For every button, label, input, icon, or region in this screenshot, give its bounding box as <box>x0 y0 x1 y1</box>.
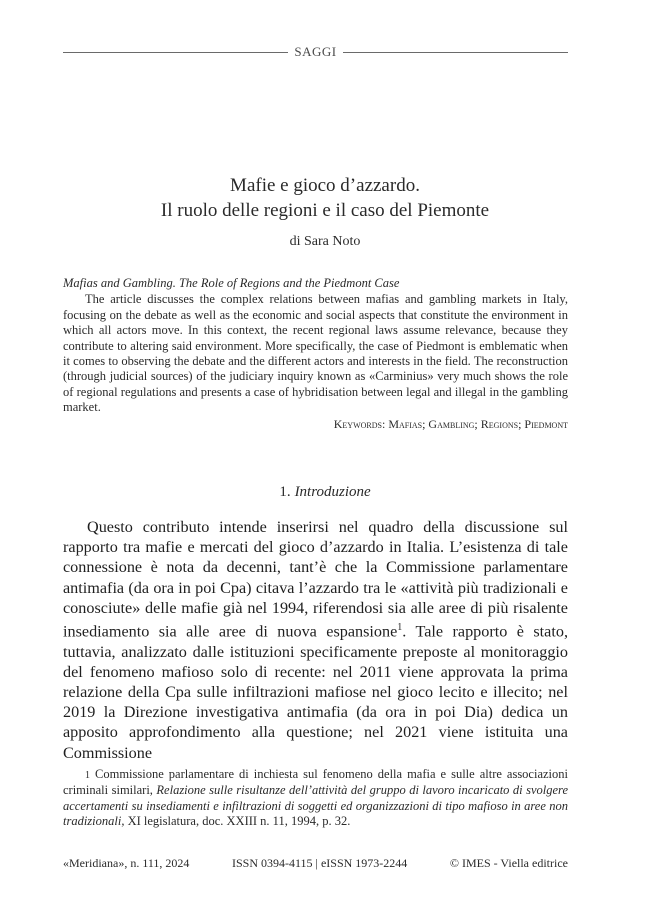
header-rule-right <box>343 52 568 53</box>
footnote <box>63 767 568 830</box>
running-header <box>63 44 568 60</box>
footnote-reference: 1 <box>397 622 403 634</box>
section-heading <box>0 484 650 501</box>
section-label: SAGGI <box>294 44 337 59</box>
section-number: 1. <box>279 484 291 500</box>
keywords-list: Mafias; Gambling; Regions; Piedmont <box>388 416 568 431</box>
abstract-body: The article discusses the complex relations between mafias and gambling markets in Italy, focusing on the debate as well as the economic and social aspects that constitute the environment in which all actors move. In this context, the recent regional laws assume relevance, because they contribute to altering said environment. More specifically, the case of Piedmont is emblematic when it comes to observing the debate and the different actors and interests in the field. The reconstruction (through judicial sources) of the judiciary inquiry known as «Carminius» very much shows the role of regional regulations and presents a case of hybridisation between legal and illegal in the gambling market. <box>63 292 568 415</box>
footnote-text-plain: Commissione parlamentare di inchiesta sul fenomeno della mafia e sulle altre associazioni criminali similari, <box>63 767 568 798</box>
keywords-line <box>63 417 568 432</box>
section-title: Introduzione <box>294 484 371 500</box>
footnote-number: 1 <box>85 770 90 781</box>
article-author: di Sara Noto <box>289 234 361 249</box>
keywords-label: Keywords: <box>333 416 386 431</box>
article-title-line-2: Il ruolo delle regioni e il caso del Piemonte <box>160 200 490 221</box>
footnote-text-end: XI legislatura, doc. XXIII n. 11, 1994, p. 32. <box>127 814 351 829</box>
header-rule-left <box>63 52 288 53</box>
footer-publisher: © IMES - Viella editrice <box>449 856 568 870</box>
body-text-part-1: Questo contributo intende inserirsi nel quadro della discussione sul rapporto tra mafie e mercati del gioco d’azzardo in Italia. L’esistenza di tale connessione è nota da decenni, tant’è che la Commissione parlamentare antimafia (da ora in poi Cpa) citava l’azzardo tra le «attività più tradizionali e conosciute» delle mafie già nel 1994, riferendosi sia alle aree di più risalente insediamento sia alle aree di nuova espansione <box>63 518 568 641</box>
page-footer <box>63 856 568 871</box>
abstract-title: Mafias and Gambling. The Role of Regions and the Piedmont Case <box>63 276 400 290</box>
footer-journal: «Meridiana», n. 111, 2024 <box>63 856 190 870</box>
body-paragraph <box>63 517 568 763</box>
body-text-part-2: . Tale rapporto è stato, tuttavia, analizzato dalle istituzioni specificamente preposte al monitoraggio del fenomeno mafioso solo di recente: nel 2011 viene approvata la prima relazione della Cpa sulle infiltrazioni mafiose nel gioco lecito e illecito; nel 2019 la Direzione investigativa antimafia (da ora in poi Dia) dedica un apposito approfondimento alla questione; nel 2021 viene istituita una Commissione <box>63 622 568 762</box>
english-abstract <box>63 276 568 432</box>
article-title-line-1: Mafie e gioco d’azzardo. <box>230 175 420 196</box>
footnote-text-italic: Relazione sulle risultanze dell’attività del gruppo di lavoro incaricato di svolgere accertamenti su insediamenti e infiltrazioni di soggetti ed organizzazioni di tipo mafioso in aree non tradizionali, <box>63 783 568 829</box>
footer-issn: ISSN 0394-4115 | eISSN 1973-2244 <box>231 856 408 870</box>
article-title-block <box>0 173 650 250</box>
